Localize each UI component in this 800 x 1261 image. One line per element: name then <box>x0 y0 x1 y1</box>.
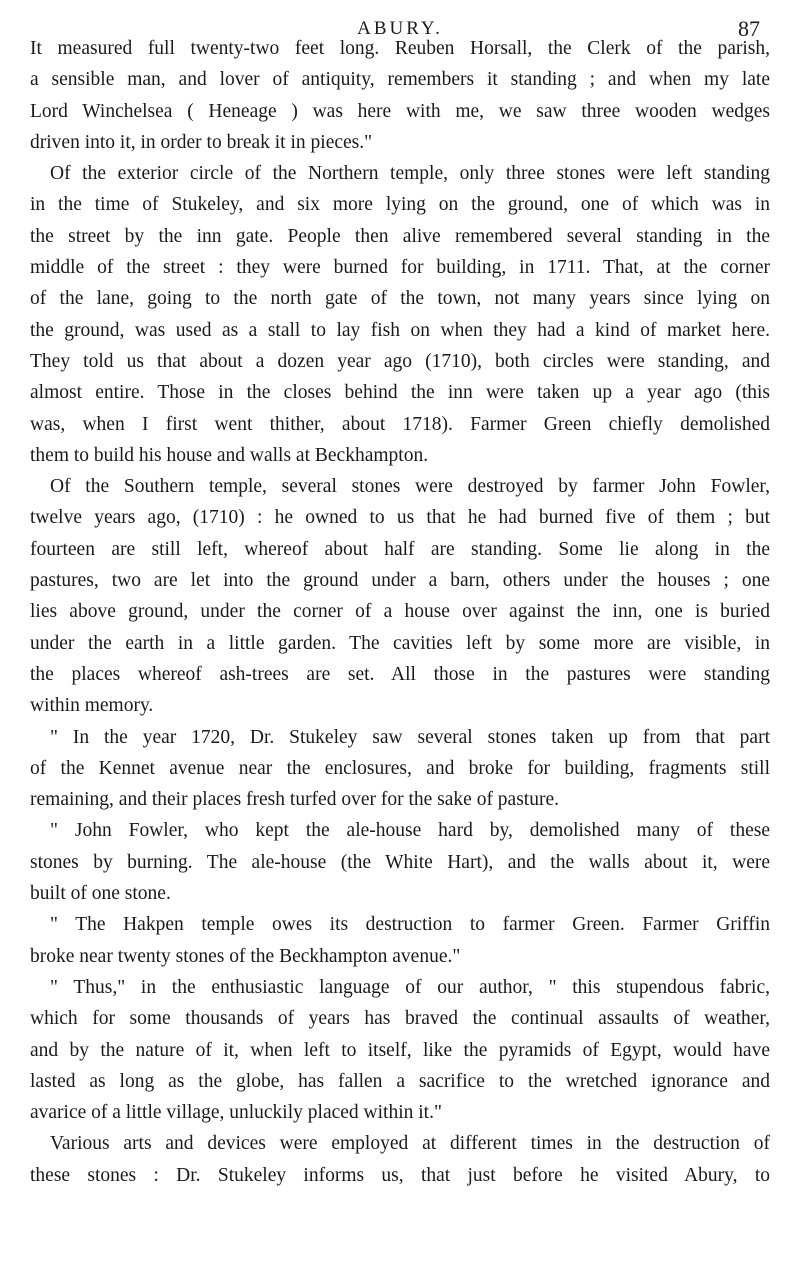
text-line: Of the Southern temple, several stones were destroyed by farmer John Fowler, <box>50 476 770 498</box>
page-body <box>30 33 770 1191</box>
text-line: They told us that about a dozen year ago (1710), both circles were standing, and <box>30 350 770 372</box>
text-line: built of one stone. <box>30 883 171 905</box>
text-line: remaining, and their places fresh turfed over for the sake of pasture. <box>30 789 559 811</box>
text-line: of the lane, going to the north gate of the town, not many years since lying on <box>30 288 770 310</box>
text-line: twelve years ago, (1710) : he owned to us that he had burned five of them ; but <box>30 507 770 529</box>
text-line: the ground, was used as a stall to lay fish on when they had a kind of market here. <box>30 319 770 341</box>
page-number: 87 <box>738 16 760 41</box>
text-line: was, when I first went thither, about 1718). Farmer Green chiefly demolished <box>30 413 770 435</box>
text-line: driven into it, in order to break it in pieces." <box>30 131 373 153</box>
text-line: a sensible man, and lover of antiquity, remembers it standing ; and when my late <box>30 69 770 91</box>
text-line: " Thus," in the enthusiastic language of our author, " this stupendous fabric, <box>50 976 770 998</box>
text-line: almost entire. Those in the closes behind the inn were taken up a year ago (this <box>30 382 770 404</box>
text-line: and by the nature of it, when left to itself, like the pyramids of Egypt, would have <box>30 1039 770 1061</box>
text-line: Lord Winchelsea ( Heneage ) was here with me, we saw three wooden wedges <box>30 100 770 122</box>
text-line: the places whereof ash-trees are set. All those in the pastures were standing <box>30 663 770 685</box>
text-line: of the Kennet avenue near the enclosures, and broke for building, fragments still <box>30 757 770 779</box>
text-line: lies above ground, under the corner of a house over against the inn, one is buried <box>30 601 770 623</box>
text-line: under the earth in a little garden. The cavities left by some more are visible, in <box>30 632 770 654</box>
text-line: avarice of a little village, unluckily placed within it." <box>30 1102 442 1124</box>
text-line: fourteen are still left, whereof about half are standing. Some lie along in the <box>30 538 770 560</box>
text-line: " John Fowler, who kept the ale-house hard by, demolished many of these <box>50 820 770 842</box>
text-line: them to build his house and walls at Beckhampton. <box>30 444 429 466</box>
text-line: It measured full twenty-two feet long. Reuben Horsall, the Clerk of the parish, <box>30 38 770 59</box>
text-line: the street by the inn gate. People then alive remembered several standing in the <box>30 225 770 247</box>
text-line: pastures, two are let into the ground under a barn, others under the houses ; one <box>30 570 770 592</box>
text-line: middle of the street : they were burned for building, in 1711. That, at the corner <box>30 257 770 279</box>
text-line: in the time of Stukeley, and six more lying on the ground, one of which was in <box>30 194 770 216</box>
text-line: stones by burning. The ale-house (the White Hart), and the walls about it, were <box>30 851 770 873</box>
text-line: " In the year 1720, Dr. Stukeley saw several stones taken up from that part <box>50 726 770 748</box>
text-line: Of the exterior circle of the Northern temple, only three stones were left standing <box>50 163 770 185</box>
text-line: these stones : Dr. Stukeley informs us, that just before he visited Abury, to <box>30 1164 770 1186</box>
text-line: within memory. <box>30 695 154 717</box>
text-line: broke near twenty stones of the Beckhampton avenue." <box>30 945 461 967</box>
running-title: ABURY. <box>357 18 443 39</box>
text-line: lasted as long as the globe, has fallen a sacrifice to the wretched ignorance and <box>30 1070 770 1092</box>
text-line: which for some thousands of years has braved the continual assaults of weather, <box>30 1008 770 1030</box>
text-line: Various arts and devices were employed at different times in the destruction of <box>50 1133 770 1155</box>
text-line: " The Hakpen temple owes its destruction to farmer Green. Farmer Griffin <box>50 914 770 936</box>
